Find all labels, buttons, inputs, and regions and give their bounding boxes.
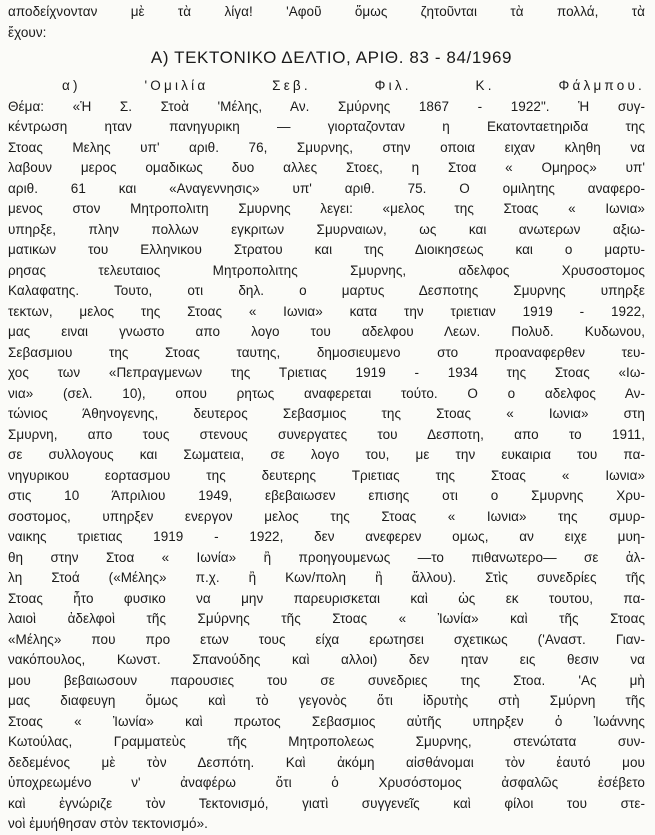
- paragraph-line: ὑποχρεωμένο ν' ἀναφέρω ὅτι ὁ Χρυσόστομος ἀσφαλῶς ἐσέβετο: [8, 775, 645, 790]
- paragraph-line: ρησας τελευταιος Μητροπολιτης Σμυρνης, αδελφος Χρυσοστομος: [8, 262, 645, 278]
- paragraph-line: σε συλλογους και Σωματεια, σε λογο του, με την ευκαιρια του πα-: [8, 447, 645, 462]
- paragraph-line: θη στην Στοα « Ιωνία» ἢ προηγουμενως —το πιθανωτερο— σε ἀλ-: [8, 549, 645, 565]
- paragraph-line: αριθ. 61 και «Αναγεννησις» υπ' αριθ. 75. Ο ομιλητης αναφερο-: [8, 180, 645, 196]
- paragraph-line: Στοας ἦτο φυσικο να μην παρευρισκεται καὶ ὡς εκ τουτου, πα-: [8, 590, 645, 606]
- paragraph-line: νηγυρικου εορτασμου της δευτερης Τριετιας της Στοας « Ιωνια»: [8, 467, 645, 483]
- paragraph-line: νακόπουλος, Κωνστ. Σπανούδης καὶ αλλοι) δεν ηταν εις θεσιν να: [8, 652, 645, 667]
- paragraph-line: νια» (σελ. 10), οπου ρητως αναφερεται τούτο. Ο ο αδελφος Αν-: [8, 385, 645, 401]
- paragraph-line: λαβουν μερος ομαδικως δυο αλλες Στοες, η Στοα « Ομηρος» υπ': [8, 160, 645, 175]
- paragraph-line: λη Στοά («Μέλης» π.χ. ἢ Κων/πολη ἢ ἄλλου). Στὶς συνεδρίες τῆς: [8, 570, 645, 585]
- paragraph-line: κέντρωση ηταν πανηγυρικη — γιορταζονταν η Εκατονταετηριδα της: [8, 119, 645, 134]
- paragraph-line: σοστομος, υπηρξεν ενεργον μελος της Στοας « Ιωνια» της σμυρ-: [8, 508, 645, 524]
- paragraph-line: καὶ ἐγνώριζε τὸν Τεκτονισμό, γιατὶ συγγενεῖς καὶ φίλοι του στε-: [8, 795, 645, 811]
- paragraph-line: δεδεμένος μὲ τὸν Δεσπότη. Καὶ ἀκόμη αἰσθάνομαι τὸν ἑαυτό μου: [8, 754, 645, 770]
- paragraph-line: Κωτούλας, Γραμματεὺς τῆς Μητροπολεως Σμυρνης, στενώτατα συν-: [8, 734, 645, 749]
- paragraph-line: ναικης τριετιας 1919 - 1922, δεν ανεφερεν ομως, αν ειχε μυη-: [8, 529, 645, 544]
- paragraph-last-line: νοὶ ἐμυήθησαν στὸν τεκτονισμό».: [8, 816, 208, 831]
- paragraph-line: τεκτων, μελος της Στοας « Ιωνια» κατα την τριετιαν 1919 - 1922,: [8, 303, 645, 319]
- paragraph-line: Σμυρνη, απο τους στενους συνεργατες του Δεσποτη, απο το 1911,: [8, 426, 645, 442]
- paragraph-line: μας ειναι γνωστο απο λογο του αδελφου Λεων. Πολυδ. Κυδωνου,: [8, 324, 645, 339]
- paragraph-line: μας διαφευγη ὅμως καὶ τὸ γεγονὸς ὅτι ἱδρυτὴς στὴ Σμύρνη τῆς: [8, 693, 645, 708]
- intro-line: αποδείχνονταν μὲ τὰ λίγα! 'Αφοῦ ὅμως ζητοῦνται τὰ πολλά, τὰ: [8, 4, 645, 19]
- section-heading: Α) ΤΕΚΤΟΝΙΚΟ ΔΕΛΤΙΟ, ΑΡΙΘ. 83 - 84/1969: [150, 48, 513, 67]
- paragraph-line: Σεβασμιου της Στοας ταυτης, δημοσιευμενο στο προαναφερθεν τευ-: [8, 344, 645, 360]
- paragraph-opening-line: α) 'Ομιλία Σεβ. Φιλ. Κ. Φάλμπου.: [62, 78, 645, 93]
- paragraph-line: μου βεβαιωσουν παρουσιες του σε συνεδριες της Στοα. 'Ας μὴ: [8, 672, 645, 688]
- intro-line: ἔχουν:: [8, 24, 47, 40]
- paragraph-line: «Μέλης» που προ ετων τους είχα ερωτησει σχετικως ('Αναστ. Γιαν-: [8, 631, 645, 647]
- paragraph-line: στις 10 Άπριλιου 1949, εβεβαιωσεν επισης οτι ο Σμυρνης Χρυ-: [8, 488, 645, 503]
- paragraph-line: Θέμα: «Ἡ Σ. Στοὰ 'Μέλης, Αν. Σμύρνης 1867 - 1922". Ἡ συγ-: [8, 98, 645, 114]
- paragraph-line: ματικων του Ελληνικου Στρατου και της Διοικησεως και ο μαρτυ-: [8, 242, 645, 257]
- paragraph-line: τώνιος Άθηνογενης, δευτερος Σεβασμιος της Στοας « Ιωνια» στη: [8, 406, 645, 421]
- paragraph-line: λαιοὶ ἀδελφοὶ τῆς Σμύρνης τῆς Στοας « Ἰωνία» καὶ τῆς Στοας: [8, 611, 645, 626]
- paragraph-line: Στοας Μελης υπ' αριθ. 76, Σμυρνης, στην οποια ειχαν κληθη να: [8, 139, 645, 155]
- paragraph-line: Καλαφατης. Τουτο, οτι δηλ. ο μαρτυς Δεσποτης Σμυρνης υπηρξε: [8, 283, 645, 298]
- paragraph-line: μενος στον Μητροπολιτη Σμυρνης λεγει: «μελος της Στοας « Ιωνια»: [8, 201, 645, 216]
- paragraph-line: Στοας « Ἰωνία» καὶ πρωτος Σεβασμιος αὐτῆς υπηρξεν ὁ Ἰωάννης: [8, 713, 645, 729]
- paragraph-line: χος των «Πεπραγμενων της Τριετιας 1919 - 1934 της Στοας «Ιω-: [8, 365, 645, 380]
- paragraph-line: υπηρξε, πλην πολλων εγκριτων Σμυρναιων, ως και ανωτερων αξιω-: [8, 221, 645, 237]
